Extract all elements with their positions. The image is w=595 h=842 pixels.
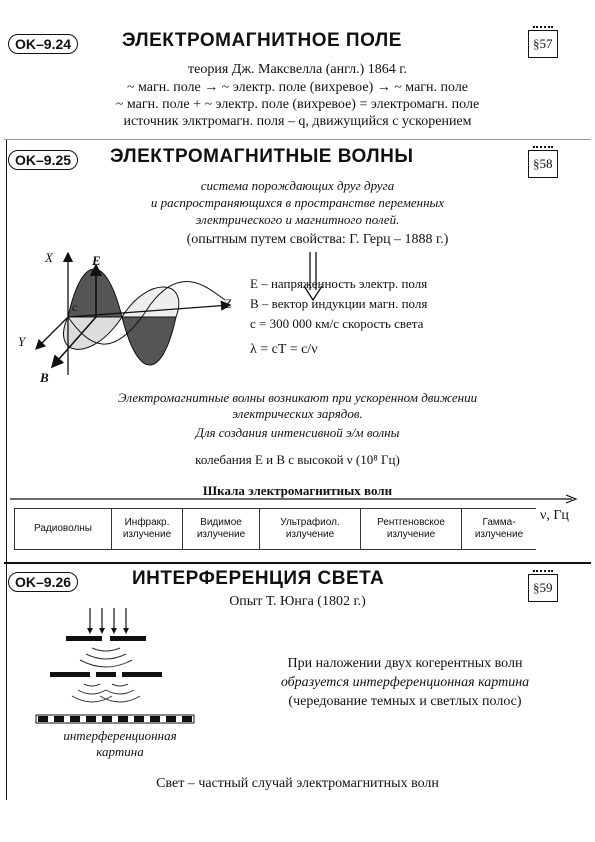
ok-label-9-25: OK–9.25 [8,150,78,170]
scale-infrared: Инфракр. излучение [112,509,183,550]
interference-line-2: образуется интерференционная картина [280,675,530,690]
footer-statement: Свет – частный случай электромагнитных волн [156,776,439,791]
scale-ultraviolet: Ультрафиол. излучение [260,509,361,550]
field-chain-line: ~ магн. поле → ~ электр. поле (вихревое) → ~ магн. поле [126,80,469,95]
em-wave-diagram [30,245,245,385]
speed-c-label: c [72,300,78,314]
scale-axis-label: ν, Гц [540,508,569,523]
note-line-1: Электромагнитные волны возникают при ускоренном движении [117,390,478,405]
note-line-4: колебания E и B с высокой ν (10⁸ Гц) [195,452,400,467]
divider [4,562,591,564]
section-title-em-waves: ЭЛЕКТРОМАГНИТНЫЕ ВОЛНЫ [110,146,414,167]
prop-wavelength: λ = cT = c/ν [250,342,318,357]
vector-e-label: E [92,253,101,268]
prop-e: E – напряженность электр. поля [250,276,428,291]
prop-b: B – вектор индукции магн. поля [250,296,428,311]
ok-label-9-24: OK–9.24 [8,34,78,54]
em-spectrum-scale [14,508,536,550]
axis-x-label: X [45,250,53,265]
section-title-interference: ИНТЕРФЕРЕНЦИЯ СВЕТА [132,568,385,589]
maxwell-theory-line: теория Дж. Максвелла (англ.) 1864 г. [188,62,407,77]
interference-line-3: (чередование темных и светлых полос) [288,694,522,709]
ok-label-9-26: OK–9.26 [8,572,78,592]
scale-radio: Радиоволны [15,509,112,550]
scale-visible: Видимое излучение [183,509,260,550]
vector-b-label: B [40,370,49,385]
definition-line-1: система порождающих друг друга [200,178,395,193]
axis-z-label: Z [224,296,232,311]
note-line-2: электрических зарядов. [232,406,363,421]
hertz-line: (опытным путем свойства: Г. Герц – 1888 г.) [186,232,449,247]
field-sum-line: ~ магн. поле + ~ электр. поле (вихревое) = электромагн. поле [115,97,480,112]
scale-title: Шкала электромагнитных волн [202,483,393,498]
left-border [6,140,7,800]
axis-y-label: Y [18,334,26,349]
young-experiment-line: Опыт Т. Юнга (1802 г.) [229,594,366,609]
section-title-em-field: ЭЛЕКТРОМАГНИТНОЕ ПОЛЕ [122,30,402,51]
caption-line-2: картина [96,744,144,759]
paragraph-badge-59: §59 [528,574,558,602]
divider [4,139,591,140]
paragraph-badge-57: §57 [528,30,558,58]
scale-arrow-icon [10,494,580,504]
field-source-line: источник элктромагн. поля – q, движущийся с ускорением [123,114,472,129]
prop-speed: c = 300 000 км/с скорость света [250,316,424,331]
interference-line-1: При наложении двух когерентных волн [287,656,523,671]
paragraph-badge-58: §58 [528,150,558,178]
young-experiment-diagram [28,608,208,728]
scale-xray: Рентгеновское излучение [361,509,462,550]
scale-gamma: Гамма-излучение [462,509,537,550]
caption-line-1: интерференционная [63,728,177,743]
definition-line-3: электрического и магнитного полей. [195,212,400,227]
definition-line-2: и распространяющихся в пространстве переменных [150,195,445,210]
note-line-3: Для создания интенсивной э/м волны [195,425,400,440]
